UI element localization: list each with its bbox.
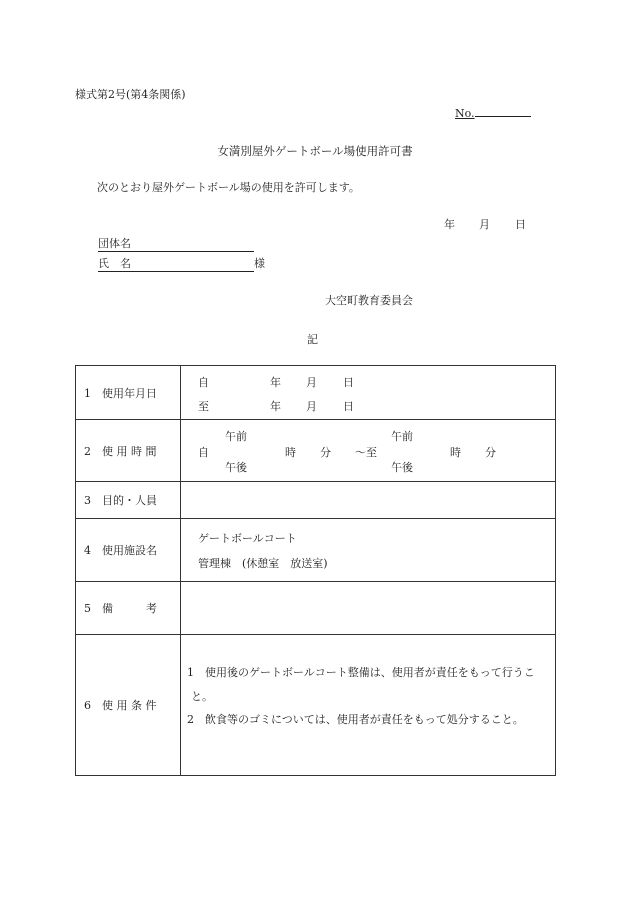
no-label: No. [455,107,475,120]
row4-value [181,519,556,582]
name-label: 氏 名 [98,257,131,270]
to-month: 月 [306,400,317,413]
table-row [76,366,556,420]
permit-table [75,365,556,776]
row2-value [181,420,556,482]
to-year: 年 [270,400,281,413]
row3-value [181,482,556,519]
ki-heading: 記 [307,333,318,346]
facility-court: ゲートボールコート [198,532,297,545]
no-field-line [475,104,531,117]
start-hour: 時 [285,446,296,459]
document-number [455,104,531,120]
row2-label: 2 使 用 時 間 [76,420,181,482]
row3-label: 3 目的・人員 [76,482,181,519]
date-day: 日 [515,218,526,231]
from-month: 月 [306,376,317,389]
date-year: 年 [444,218,455,231]
to-mark: 至 [198,400,209,413]
to-day: 日 [343,400,354,413]
end-pm: 午後 [391,461,413,474]
start-from-mark: 自 [198,446,209,459]
date-month: 月 [479,218,490,231]
row4-label: 4 使用施設名 [76,519,181,582]
group-name-line [98,235,254,252]
issuer: 大空町教育委員会 [325,294,413,307]
group-name-label: 団体名 [98,237,131,250]
from-year: 年 [270,376,281,389]
row6-value [181,635,556,776]
form-number: 様式第2号(第4条関係) [75,88,186,101]
end-hour: 時 [450,446,461,459]
row5-value [181,582,556,635]
row6-label: 6 使 用 条 件 [76,635,181,776]
end-minute: 分 [485,446,496,459]
intro-text: 次のとおり屋外ゲートボール場の使用を許可します。 [97,181,360,194]
row5-label: 5 備 考 [76,582,181,635]
facility-building: 管理棟 (休憩室 放送室) [198,557,328,570]
row1-label: 1 使用年月日 [76,366,181,420]
table-row [76,635,556,776]
page-title: 女満別屋外ゲートボール場使用許可書 [217,144,413,158]
to-mark: ～至 [355,446,377,459]
row1-value [181,366,556,420]
table-row [76,582,556,635]
from-mark: 自 [198,376,209,389]
table-row [76,519,556,582]
name-line [98,255,265,272]
start-pm: 午後 [225,461,247,474]
condition-1-line2: と。 [191,690,213,703]
condition-2: 2 飲食等のゴミについては、使用者が責任をもって処分すること。 [187,713,524,726]
start-am: 午前 [225,430,247,443]
end-am: 午前 [391,430,413,443]
start-minute: 分 [320,446,331,459]
table-row [76,420,556,482]
from-day: 日 [343,376,354,389]
condition-1-line1: 1 使用後のゲートボールコート整備は、使用者が責任をもって行うこ [187,666,535,679]
honorific: 様 [254,257,265,270]
table-row [76,482,556,519]
